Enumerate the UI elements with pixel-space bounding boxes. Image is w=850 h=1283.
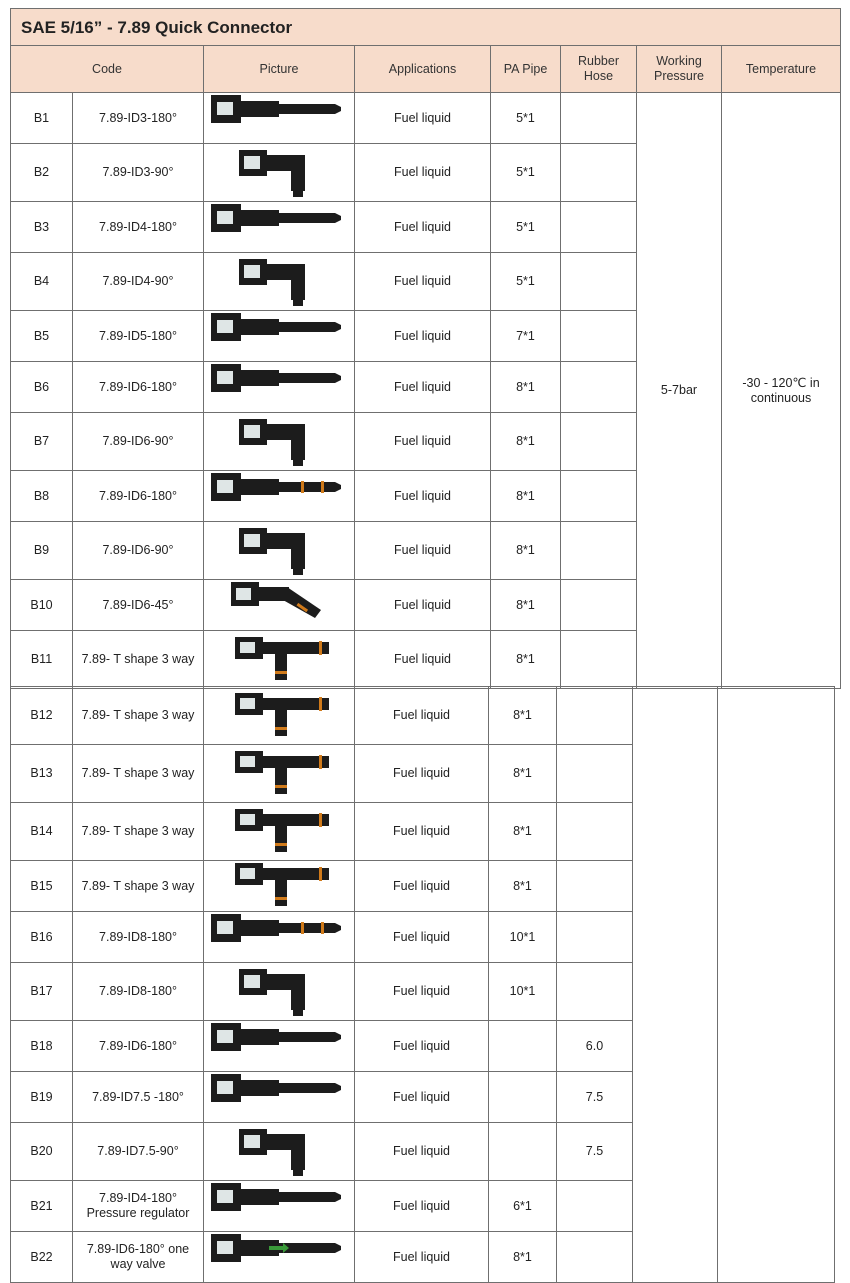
row-picture — [204, 311, 355, 362]
row-rubber-hose: 7.5 — [557, 1072, 633, 1123]
row-pa-pipe: 8*1 — [489, 1232, 557, 1283]
straight-connector-icon — [209, 1072, 349, 1122]
connector-table-part-1 — [10, 8, 841, 689]
row-code: 7.89-ID4-180° — [73, 202, 204, 253]
row-picture — [204, 93, 355, 144]
row-code: 7.89-ID4-180° Pressure regulator — [73, 1181, 204, 1232]
working-pressure-empty — [633, 687, 718, 1283]
row-id: B14 — [11, 803, 73, 861]
row-pa-pipe: 8*1 — [489, 745, 557, 803]
row-id: B3 — [11, 202, 73, 253]
row-pa-pipe — [489, 1072, 557, 1123]
row-application: Fuel liquid — [355, 1021, 489, 1072]
row-rubber-hose — [561, 144, 637, 202]
row-rubber-hose: 6.0 — [557, 1021, 633, 1072]
elbow-connector-icon — [209, 148, 349, 198]
row-id: B2 — [11, 144, 73, 202]
row-rubber-hose — [561, 522, 637, 580]
row-application: Fuel liquid — [355, 963, 489, 1021]
row-rubber-hose — [561, 202, 637, 253]
row-code: 7.89- T shape 3 way — [73, 687, 204, 745]
row-id: B19 — [11, 1072, 73, 1123]
row-rubber-hose — [561, 631, 637, 689]
tee-connector-icon — [209, 635, 349, 685]
row-application: Fuel liquid — [355, 311, 491, 362]
row-code: 7.89-ID7.5 -180° — [73, 1072, 204, 1123]
row-code: 7.89-ID8-180° — [73, 912, 204, 963]
working-pressure-value: 5-7bar — [637, 93, 722, 689]
tee-connector-icon — [209, 807, 349, 857]
table-row — [11, 93, 841, 144]
row-rubber-hose — [561, 413, 637, 471]
straight-oring-connector-icon — [209, 912, 349, 962]
row-rubber-hose — [557, 1181, 633, 1232]
row-application: Fuel liquid — [355, 413, 491, 471]
row-picture — [204, 803, 355, 861]
row-picture — [204, 745, 355, 803]
table-row — [11, 687, 835, 745]
row-code: 7.89- T shape 3 way — [73, 745, 204, 803]
row-picture — [204, 144, 355, 202]
row-id: B6 — [11, 362, 73, 413]
row-application: Fuel liquid — [355, 202, 491, 253]
straight-connector-icon — [209, 1181, 349, 1231]
row-pa-pipe: 8*1 — [491, 362, 561, 413]
elbow-connector-icon — [209, 1127, 349, 1177]
row-code: 7.89-ID6-180° one way valve — [73, 1232, 204, 1283]
row-code: 7.89-ID7.5-90° — [73, 1123, 204, 1181]
row-pa-pipe: 8*1 — [491, 631, 561, 689]
row-rubber-hose — [557, 687, 633, 745]
connector-table-part-2 — [10, 686, 835, 1283]
straight-connector-icon — [209, 202, 349, 252]
row-code: 7.89-ID4-90° — [73, 253, 204, 311]
row-pa-pipe — [489, 1021, 557, 1072]
header-code: Code — [11, 46, 204, 93]
row-code: 7.89-ID6-180° — [73, 471, 204, 522]
row-pa-pipe: 5*1 — [491, 202, 561, 253]
row-code: 7.89-ID3-180° — [73, 93, 204, 144]
row-application: Fuel liquid — [355, 912, 489, 963]
row-pa-pipe: 10*1 — [489, 963, 557, 1021]
row-rubber-hose — [561, 253, 637, 311]
row-pa-pipe: 8*1 — [491, 522, 561, 580]
row-picture — [204, 1232, 355, 1283]
row-picture — [204, 522, 355, 580]
row-id: B17 — [11, 963, 73, 1021]
straight-oring-connector-icon — [209, 471, 349, 521]
row-pa-pipe: 5*1 — [491, 253, 561, 311]
row-application: Fuel liquid — [355, 631, 491, 689]
row-code: 7.89-ID8-180° — [73, 963, 204, 1021]
row-rubber-hose: 7.5 — [557, 1123, 633, 1181]
row-rubber-hose — [561, 93, 637, 144]
row-application: Fuel liquid — [355, 745, 489, 803]
row-id: B11 — [11, 631, 73, 689]
row-rubber-hose — [561, 311, 637, 362]
row-code: 7.89-ID6-180° — [73, 1021, 204, 1072]
row-id: B16 — [11, 912, 73, 963]
row-pa-pipe: 8*1 — [491, 413, 561, 471]
row-code: 7.89-ID3-90° — [73, 144, 204, 202]
row-id: B21 — [11, 1181, 73, 1232]
elbow-connector-icon — [209, 967, 349, 1017]
row-code: 7.89-ID6-90° — [73, 413, 204, 471]
row-application: Fuel liquid — [355, 253, 491, 311]
temperature-value: -30 - 120℃ in continuous — [722, 93, 841, 689]
straight-connector-icon — [209, 1021, 349, 1071]
row-picture — [204, 963, 355, 1021]
row-code: 7.89- T shape 3 way — [73, 861, 204, 912]
straight-connector-icon — [209, 362, 349, 412]
header-applications: Applications — [355, 46, 491, 93]
row-code: 7.89- T shape 3 way — [73, 803, 204, 861]
row-rubber-hose — [561, 580, 637, 631]
tee-connector-icon — [209, 691, 349, 741]
row-id: B20 — [11, 1123, 73, 1181]
row-id: B1 — [11, 93, 73, 144]
row-pa-pipe: 8*1 — [489, 687, 557, 745]
row-application: Fuel liquid — [355, 362, 491, 413]
row-picture — [204, 253, 355, 311]
row-picture — [204, 861, 355, 912]
row-application: Fuel liquid — [355, 1232, 489, 1283]
elbow-connector-icon — [209, 257, 349, 307]
row-rubber-hose — [557, 963, 633, 1021]
table-title: SAE 5/16” - 7.89 Quick Connector — [11, 9, 841, 46]
header-picture: Picture — [204, 46, 355, 93]
row-application: Fuel liquid — [355, 803, 489, 861]
straight-connector-icon — [209, 93, 349, 143]
row-pa-pipe — [489, 1123, 557, 1181]
row-rubber-hose — [561, 471, 637, 522]
row-pa-pipe: 6*1 — [489, 1181, 557, 1232]
row-rubber-hose — [557, 861, 633, 912]
elbow-connector-icon — [209, 526, 349, 576]
row-application: Fuel liquid — [355, 687, 489, 745]
row-rubber-hose — [557, 912, 633, 963]
row-application: Fuel liquid — [355, 471, 491, 522]
row-pa-pipe: 8*1 — [489, 861, 557, 912]
row-application: Fuel liquid — [355, 522, 491, 580]
header-rubber-hose: Rubber Hose — [561, 46, 637, 93]
row-code: 7.89- T shape 3 way — [73, 631, 204, 689]
straight-valve-connector-icon — [209, 1232, 349, 1282]
row-id: B18 — [11, 1021, 73, 1072]
row-picture — [204, 1021, 355, 1072]
straight-connector-icon — [209, 311, 349, 361]
row-id: B9 — [11, 522, 73, 580]
row-rubber-hose — [561, 362, 637, 413]
row-picture — [204, 471, 355, 522]
row-picture — [204, 912, 355, 963]
row-picture — [204, 1072, 355, 1123]
row-picture — [204, 580, 355, 631]
row-application: Fuel liquid — [355, 144, 491, 202]
row-pa-pipe: 8*1 — [491, 471, 561, 522]
row-application: Fuel liquid — [355, 1072, 489, 1123]
temperature-empty — [718, 687, 835, 1283]
row-id: B12 — [11, 687, 73, 745]
row-application: Fuel liquid — [355, 1123, 489, 1181]
row-id: B5 — [11, 311, 73, 362]
row-code: 7.89-ID6-180° — [73, 362, 204, 413]
row-application: Fuel liquid — [355, 861, 489, 912]
row-id: B7 — [11, 413, 73, 471]
row-code: 7.89-ID6-45° — [73, 580, 204, 631]
row-application: Fuel liquid — [355, 1181, 489, 1232]
row-picture — [204, 1181, 355, 1232]
row-pa-pipe: 8*1 — [491, 580, 561, 631]
row-id: B22 — [11, 1232, 73, 1283]
row-id: B4 — [11, 253, 73, 311]
row-code: 7.89-ID6-90° — [73, 522, 204, 580]
header-working-pressure: Working Pressure — [637, 46, 722, 93]
tee-connector-icon — [209, 861, 349, 911]
row-picture — [204, 631, 355, 689]
row-pa-pipe: 7*1 — [491, 311, 561, 362]
row-rubber-hose — [557, 803, 633, 861]
row-pa-pipe: 5*1 — [491, 93, 561, 144]
row-picture — [204, 687, 355, 745]
row-code: 7.89-ID5-180° — [73, 311, 204, 362]
row-rubber-hose — [557, 745, 633, 803]
header-pa-pipe: PA Pipe — [491, 46, 561, 93]
row-rubber-hose — [557, 1232, 633, 1283]
row-id: B10 — [11, 580, 73, 631]
row-picture — [204, 1123, 355, 1181]
row-id: B8 — [11, 471, 73, 522]
angled-connector-icon — [209, 580, 349, 630]
row-application: Fuel liquid — [355, 580, 491, 631]
row-application: Fuel liquid — [355, 93, 491, 144]
row-pa-pipe: 5*1 — [491, 144, 561, 202]
row-picture — [204, 362, 355, 413]
row-picture — [204, 413, 355, 471]
row-picture — [204, 202, 355, 253]
row-pa-pipe: 10*1 — [489, 912, 557, 963]
header-temperature: Temperature — [722, 46, 841, 93]
elbow-connector-icon — [209, 417, 349, 467]
row-id: B13 — [11, 745, 73, 803]
row-pa-pipe: 8*1 — [489, 803, 557, 861]
tee-connector-icon — [209, 749, 349, 799]
row-id: B15 — [11, 861, 73, 912]
